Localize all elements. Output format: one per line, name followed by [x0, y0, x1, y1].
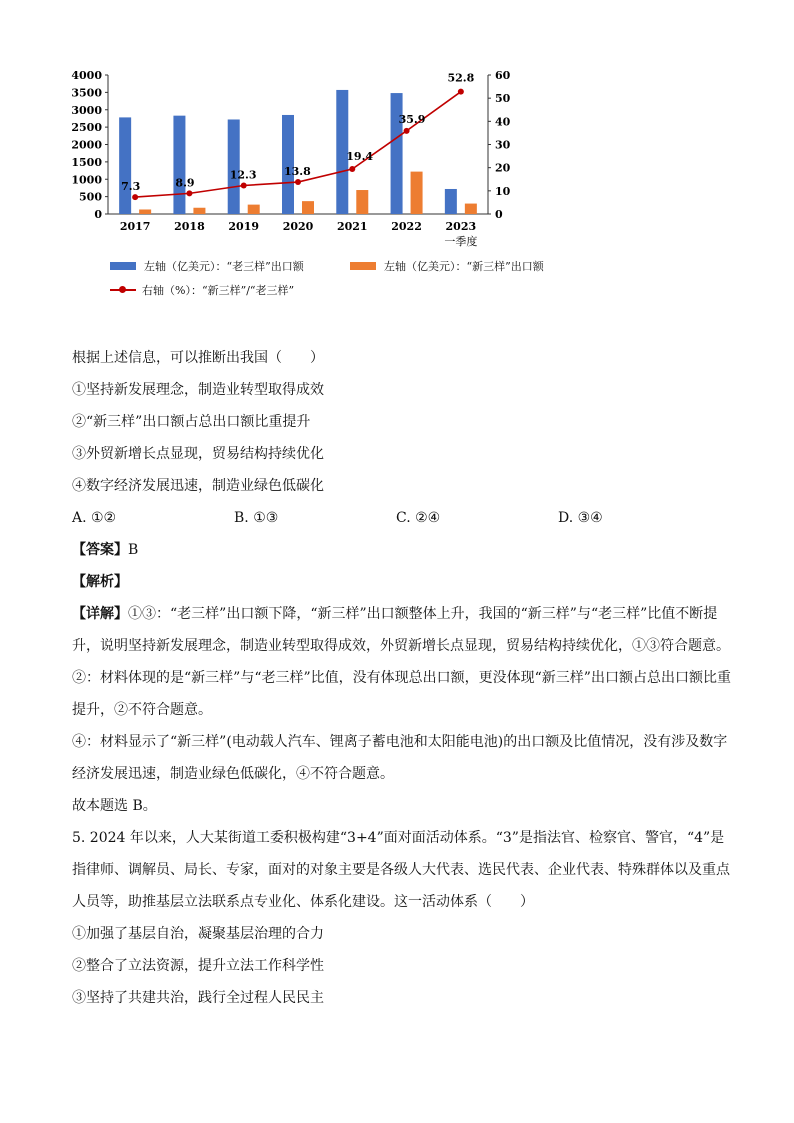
- bar-new-three: [139, 209, 151, 214]
- ratio-point: [404, 128, 410, 134]
- bar-new-three: [356, 190, 368, 214]
- detail-paragraph-2: ②：材料体现的是“新三样”与“老三样”比值，没有体现总出口额，更没体现“新三样”出口额占总出口额比重提升，②不符合题意。: [72, 670, 731, 718]
- right-tick-label: 10: [495, 184, 511, 198]
- bar-old-three: [119, 117, 131, 214]
- detail-conclusion: 故本题选 B。: [72, 798, 157, 814]
- left-tick-label: 2500: [71, 121, 102, 135]
- option-d: D. ③④: [558, 510, 603, 526]
- question-stem: 根据上述信息，可以推断出我国（ ）: [72, 350, 324, 366]
- ratio-data-label: 52.8: [447, 71, 475, 85]
- ratio-point: [241, 183, 247, 189]
- legend-swatch-orange: [350, 262, 376, 270]
- right-tick-label: 40: [495, 115, 511, 129]
- question-item-3: ③外贸新增长点显现，贸易结构持续优化: [72, 446, 324, 462]
- bar-new-three: [465, 204, 477, 214]
- legend-line-marker-icon: [110, 285, 136, 295]
- legend-item-new-three: [350, 258, 544, 274]
- right-tick-label: 60: [495, 69, 511, 82]
- right-tick-label: 20: [495, 161, 511, 175]
- legend-item-old-three: [110, 258, 304, 274]
- left-tick-label: 1000: [71, 173, 102, 187]
- bar-old-three: [445, 189, 457, 214]
- ratio-point: [458, 89, 464, 95]
- left-tick-label: 4000: [71, 69, 102, 82]
- bar-new-three: [411, 172, 423, 214]
- bar-new-three: [302, 201, 314, 214]
- bar-new-three: [193, 208, 205, 214]
- question-5-item-3: ③坚持了共建共治，践行全过程人民民主: [72, 990, 324, 1006]
- question-5-item-2: ②整合了立法资源，提升立法工作科学性: [72, 958, 324, 974]
- ratio-point: [295, 179, 301, 185]
- detail-label: 【详解】: [72, 606, 128, 622]
- ratio-data-label: 35.9: [398, 112, 426, 126]
- right-tick-label: 50: [495, 92, 511, 106]
- x-tick-label: 一季度: [444, 235, 478, 248]
- question-item-4: ④数字经济发展迅速，制造业绿色低碳化: [72, 478, 324, 494]
- ratio-data-label: 8.9: [175, 176, 195, 190]
- question-5-item-1: ①加强了基层自治，凝聚基层治理的合力: [72, 926, 324, 942]
- question-4-body: [72, 342, 732, 1014]
- question-item-1: ①坚持新发展理念，制造业转型取得成效: [72, 382, 324, 398]
- x-tick-label: 2023: [445, 220, 477, 233]
- left-tick-label: 1500: [71, 155, 102, 169]
- bar-old-three: [228, 119, 240, 214]
- legend-label-old-three: 左轴（亿美元）：“老三样”出口额: [144, 260, 304, 273]
- x-tick-label: 2017: [119, 220, 151, 233]
- answer-options: [72, 502, 732, 534]
- answer-value: B: [128, 542, 139, 558]
- question-5-stem: 5. 2024 年以来，人大某街道工委积极构建“3+4”面对面活动体系。“3”是指法官、检察官、警官，“4”是指律师、调解员、局长、专家，面对的对象主要是各级人大代表、选民代表、企业代表、特殊群体以及重点人员等，助推基层立法联系点专业化、体系化建设。这一活动体系（ ）: [72, 830, 730, 910]
- analysis-label: 【解析】: [72, 574, 128, 590]
- left-tick-label: 0: [94, 208, 102, 221]
- option-c: C. ②④: [396, 510, 441, 526]
- ratio-point: [186, 190, 192, 196]
- question-item-2: ②“新三样”出口额占总出口额比重提升: [72, 414, 311, 430]
- x-tick-label: 2021: [336, 220, 368, 233]
- legend-label-new-three: 左轴（亿美元）：“新三样”出口额: [384, 260, 544, 273]
- x-tick-label: 2018: [174, 220, 205, 233]
- ratio-data-label: 19.4: [346, 150, 374, 164]
- left-tick-label: 2000: [71, 138, 102, 152]
- option-b: B. ①③: [234, 510, 279, 526]
- x-tick-label: 2022: [391, 220, 422, 233]
- detail-paragraph-3: ④：材料显示了“新三样”(电动载人汽车、锂离子蓄电池和太阳能电池)的出口额及比值情况，没有涉及数字经济发展迅速，制造业绿色低碳化，④不符合题意。: [72, 734, 728, 782]
- ratio-data-label: 13.8: [284, 165, 311, 179]
- x-tick-label: 2019: [228, 220, 260, 233]
- export-chart: [60, 62, 530, 252]
- x-tick-label: 2020: [282, 220, 314, 233]
- detail-paragraph-1: [72, 598, 732, 662]
- ratio-data-label: 7.3: [121, 180, 141, 194]
- legend-swatch-blue: [110, 262, 136, 270]
- right-tick-label: 0: [495, 208, 503, 221]
- left-tick-label: 500: [79, 190, 102, 204]
- bar-new-three: [248, 205, 260, 214]
- ratio-point: [349, 166, 355, 172]
- right-tick-label: 30: [495, 138, 511, 152]
- ratio-point: [132, 194, 138, 200]
- detail-text-1: ①③：“老三样”出口额下降，“新三样”出口额整体上升，我国的“新三样”与“老三样”比值不断提升，说明坚持新发展理念，制造业转型取得成效，外贸新增长点显现，贸易结构持续优化，①③符合题意。: [72, 606, 730, 654]
- legend-label-ratio: 右轴（%）：“新三样”/“老三样”: [142, 284, 295, 297]
- bar-old-three: [391, 93, 403, 214]
- answer-label: 【答案】: [72, 542, 128, 558]
- left-tick-label: 3500: [71, 86, 102, 100]
- answer-line: [72, 534, 732, 566]
- legend-item-ratio: [110, 282, 294, 298]
- left-tick-label: 3000: [71, 103, 102, 117]
- ratio-data-label: 12.3: [229, 168, 257, 182]
- option-a: A. ①②: [72, 510, 117, 526]
- bar-old-three: [173, 116, 185, 214]
